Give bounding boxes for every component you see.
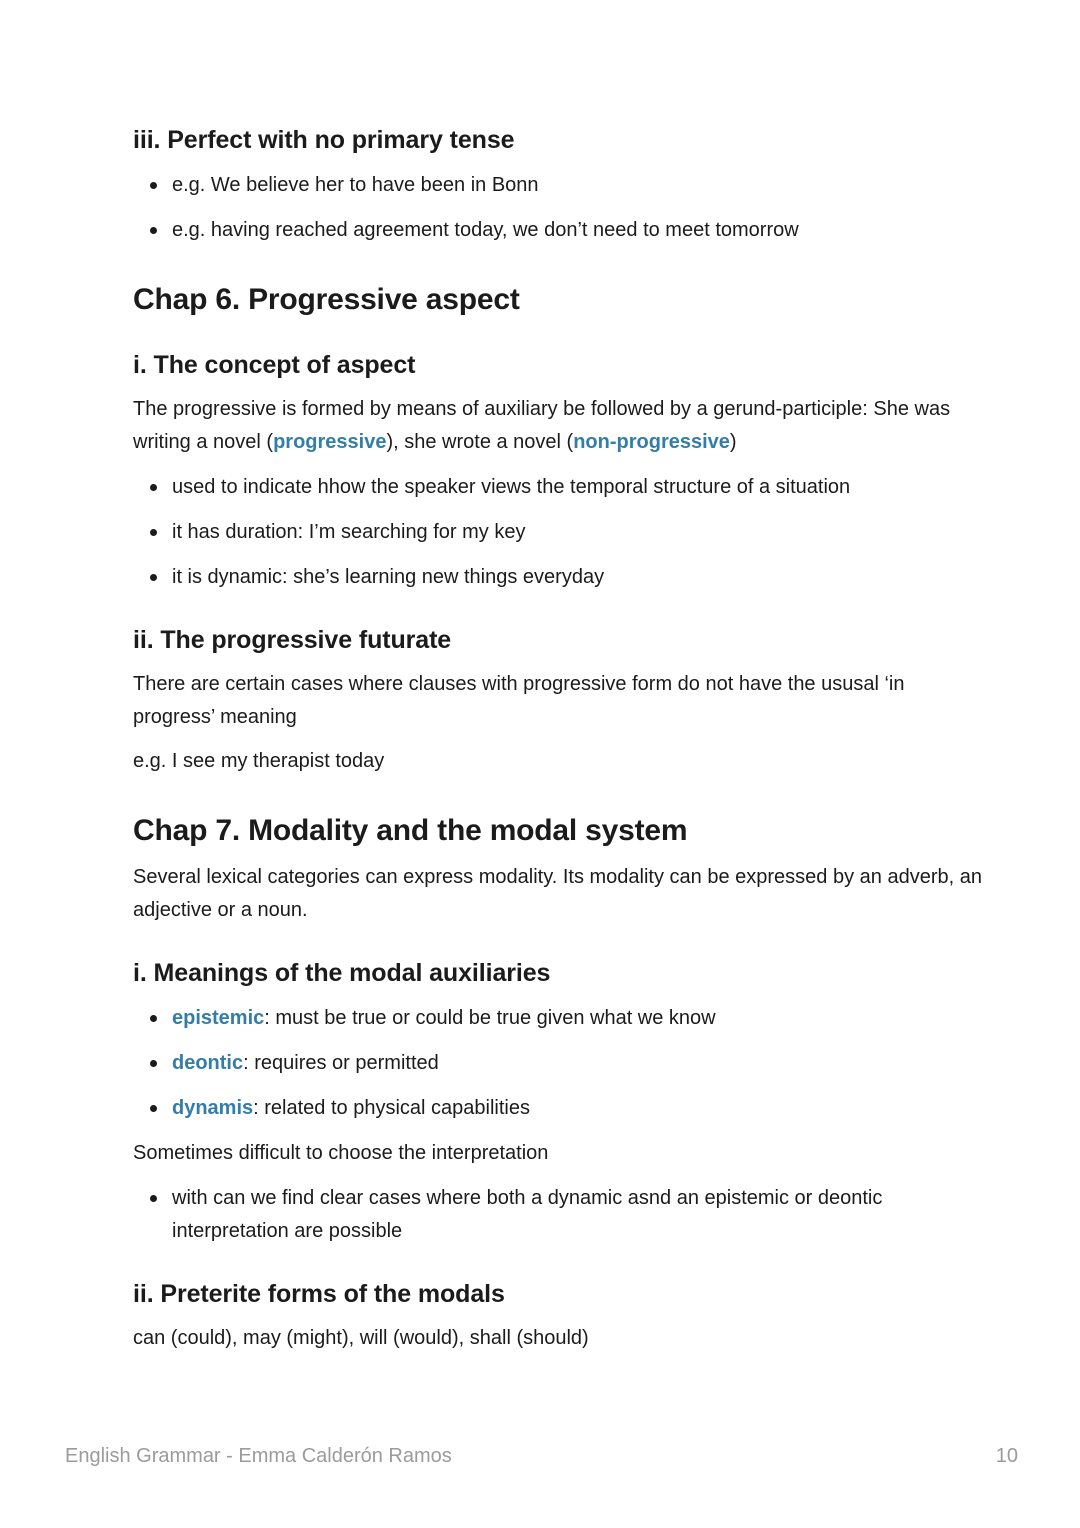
footer-document-title: English Grammar - Emma Calderón Ramos bbox=[65, 1445, 452, 1467]
list-item: e.g. having reached agreement today, we don’t need to meet tomorrow bbox=[172, 214, 985, 247]
aspect-bullet-list bbox=[133, 471, 985, 594]
term-epistemic: epistemic bbox=[172, 1007, 265, 1029]
term-progressive: progressive bbox=[273, 431, 387, 453]
heading-concept-of-aspect: i. The concept of aspect bbox=[133, 351, 416, 379]
modality-intro-paragraph: Several lexical categories can express modality. Its modality can be expressed by an adverb, an adjective or a noun. bbox=[133, 866, 982, 921]
text-run: ) bbox=[729, 431, 737, 453]
text-run: The progressive is formed by means of auxiliary be followed by a gerund-participle: She was writing a novel ( bbox=[133, 398, 951, 453]
meanings-bullet-list bbox=[133, 1002, 985, 1125]
perfect-bullet-list bbox=[133, 169, 985, 247]
text-run: : related to physical capabilities bbox=[253, 1097, 530, 1119]
list-item bbox=[172, 1047, 985, 1080]
interpretation-bullet-list bbox=[133, 1182, 985, 1248]
term-non-progressive: non-progressive bbox=[573, 431, 730, 453]
aspect-intro-paragraph bbox=[133, 393, 985, 459]
interpretation-note: Sometimes difficult to choose the interpretation bbox=[133, 1142, 549, 1164]
futurate-paragraph: There are certain cases where clauses with progressive form do not have the ususal ‘in progress’ meaning bbox=[133, 673, 905, 728]
heading-chapter-7: Chap 7. Modality and the modal system bbox=[133, 814, 688, 847]
list-item: it is dynamic: she’s learning new things everyday bbox=[172, 561, 985, 594]
futurate-example: e.g. I see my therapist today bbox=[133, 750, 385, 772]
text-run: : must be true or could be true given what we know bbox=[264, 1007, 716, 1029]
preterite-paragraph: can (could), may (might), will (would), shall (should) bbox=[133, 1327, 589, 1349]
list-item: with can we find clear cases where both a dynamic asnd an epistemic or deontic interpretation are possible bbox=[172, 1182, 985, 1248]
page-footer bbox=[0, 1444, 1080, 1468]
term-deontic: deontic bbox=[172, 1052, 244, 1074]
text-run: : requires or permitted bbox=[243, 1052, 439, 1074]
heading-progressive-futurate: ii. The progressive futurate bbox=[133, 626, 452, 654]
heading-meanings-modal-auxiliaries: i. Meanings of the modal auxiliaries bbox=[133, 959, 551, 987]
heading-chapter-6: Chap 6. Progressive aspect bbox=[133, 283, 520, 316]
footer-page-number: 10 bbox=[995, 1445, 1018, 1467]
list-item bbox=[172, 1002, 985, 1035]
text-run: ), she wrote a novel ( bbox=[386, 431, 574, 453]
heading-perfect-no-primary-tense: iii. Perfect with no primary tense bbox=[133, 126, 515, 154]
list-item: it has duration: I’m searching for my key bbox=[172, 516, 985, 549]
list-item: e.g. We believe her to have been in Bonn bbox=[172, 169, 985, 202]
list-item bbox=[172, 1092, 985, 1125]
list-item: used to indicate hhow the speaker views the temporal structure of a situation bbox=[172, 471, 985, 504]
heading-preterite-forms: ii. Preterite forms of the modals bbox=[133, 1280, 505, 1308]
term-dynamis: dynamis bbox=[172, 1097, 254, 1119]
